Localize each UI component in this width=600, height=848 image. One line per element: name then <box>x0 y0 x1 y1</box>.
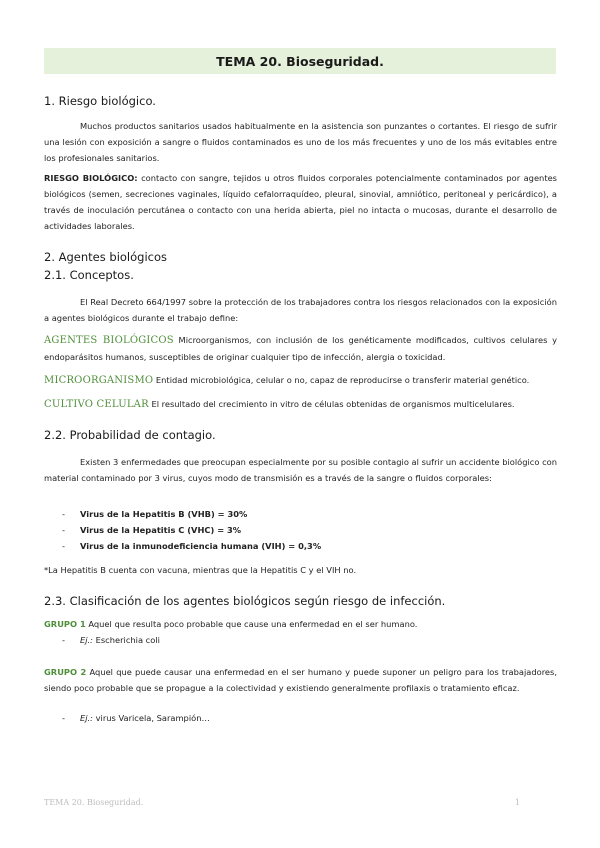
group-2-example <box>62 710 210 726</box>
paragraph-intro: Muchos productos sanitarios usados habitualmente en la asistencia son punzantes o cortantes. El riesgo de sufrir una lesión con exposición a sangre o fluidos contaminados es uno de los más frecuentes y uno de los más evitables entre los profesionales sanitarios. <box>44 121 557 163</box>
subsection-heading-probabilidad: 2.2. Probabilidad de contagio. <box>44 428 216 442</box>
page-number: 1 <box>514 798 520 807</box>
virus-list <box>62 506 321 554</box>
paragraph-riesgo-biologico <box>44 170 557 234</box>
paragraph-contagio: Existen 3 enfermedades que preocupan especialmente por su posible contagio al sufrir un accidente biológico con material contaminado por 3 virus, cuyos modo de transmisión es a través de la sangre o fluidos corporales: <box>44 457 557 483</box>
section-heading-riesgo: 1. Riesgo biológico. <box>44 94 156 108</box>
list-item: - Ej.: Escherichia coli <box>62 635 160 645</box>
definition-cultivo-celular <box>44 396 557 413</box>
group-1-example-label: Ej.: <box>80 635 93 645</box>
riesgo-label: RIESGO BIOLÓGICO: <box>44 173 138 183</box>
group-1-text: Aquel que resulta poco probable que cause una enfermedad en el ser humano. <box>85 619 418 629</box>
definition-agentes-biologicos <box>44 332 557 365</box>
definition-microorganismo <box>44 372 557 389</box>
group-1-description <box>44 616 557 632</box>
term-agentes-biologicos: AGENTES BIOLÓGICOS <box>44 335 174 346</box>
virus-vhb: Virus de la Hepatitis B (VHB) = 30% <box>80 509 248 519</box>
group-2-example-text: virus Varicela, Sarampión… <box>92 713 210 723</box>
term-microorganismo: MICROORGANISMO <box>44 375 154 386</box>
definition-text-cultivo: El resultado del crecimiento in vitro de células obtenidas de organismos multicelulares. <box>148 399 515 409</box>
group-2-label: GRUPO 2 <box>44 667 87 677</box>
page-title: TEMA 20. Bioseguridad. <box>216 53 384 69</box>
definition-text-agentes: Microorganismos, con inclusión de los genéticamente modificados, cultivos celulares y endoparásitos humanos, susceptibles de originar cualquier tipo de infección, alergia o toxicidad. <box>44 335 557 362</box>
footer-title: TEMA 20. Bioseguridad. <box>44 798 144 807</box>
virus-vih: Virus de la inmunodeficiencia humana (VIH) = 0,3% <box>80 541 322 551</box>
group-1-example-text: Escherichia coli <box>92 635 160 645</box>
definition-text-microorganismo: Entidad microbiológica, celular o no, capaz de reproducirse o transferir material genético. <box>153 375 530 385</box>
title-banner <box>44 48 556 74</box>
virus-vhc: Virus de la Hepatitis C (VHC) = 3% <box>80 525 242 535</box>
group-2-text: Aquel que puede causar una enfermedad en el ser humano y puede suponer un peligro para los trabajadores, siendo poco probable que se propague a la colectividad y existiendo generalmente profilaxis o tratamiento eficaz. <box>44 667 557 693</box>
list-item: - Virus de la Hepatitis C (VHC) = 3% <box>62 522 321 538</box>
page-footer <box>44 798 520 807</box>
list-item: - Virus de la inmunodeficiencia humana (VIH) = 0,3% <box>62 538 321 554</box>
group-2-example-label: Ej.: <box>80 713 93 723</box>
group-2-description <box>44 664 557 696</box>
riesgo-text: contacto con sangre, tejidos u otros fluidos corporales potencialmente contaminados por agentes biológicos (semen, secreciones vaginales, líquido cefalorraquídeo, pleural, sinovial, amniótico, peritoneal y pericárdico), a través de inoculación percutánea o contacto con una herida abierta, piel no intacta o mucosas, durante el desarrollo de actividades laborales. <box>44 173 557 231</box>
subsection-heading-clasificacion: 2.3. Clasificación de los agentes biológicos según riesgo de infección. <box>44 594 446 608</box>
group-1-label: GRUPO 1 <box>44 619 86 629</box>
paragraph-real-decreto: El Real Decreto 664/1997 sobre la protección de los trabajadores contra los riesgos relacionados con la exposición a agentes biológicos durante el trabajo define: <box>44 297 557 323</box>
term-cultivo-celular: CULTIVO CELULAR <box>44 399 149 410</box>
subsection-heading-conceptos: 2.1. Conceptos. <box>44 268 134 282</box>
group-1-example <box>62 632 160 648</box>
section-heading-agentes: 2. Agentes biológicos <box>44 250 167 264</box>
list-item: - Virus de la Hepatitis B (VHB) = 30% <box>62 506 321 522</box>
list-item: - Ej.: virus Varicela, Sarampión… <box>62 713 210 723</box>
vaccine-note: *La Hepatitis B cuenta con vacuna, mientras que la Hepatitis C y el VIH no. <box>44 565 357 575</box>
